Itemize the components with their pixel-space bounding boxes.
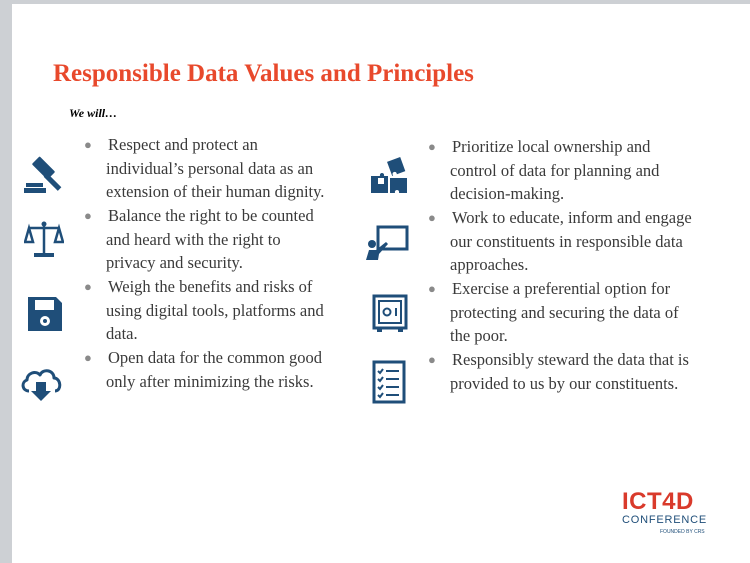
bullet-line: Weigh the benefits and risks of [108,277,313,296]
bullet-line: extension of their human dignity. [106,182,325,201]
bullet-line: using digital tools, platforms and [106,300,324,320]
bullet-line: Responsibly steward the data that is [452,350,689,369]
left-bullet [84,204,364,275]
bullet-line: data. [106,324,138,343]
bullet-line: decision-making. [450,184,565,203]
bullet-line: and heard with the right to [106,229,281,249]
scales-icon [24,220,64,260]
bullet-line: Open data for the common good [108,348,322,367]
checklist-icon [372,360,406,404]
right-bullet [428,348,728,395]
bullet-line: provided to us by our constituents. [450,373,679,393]
bullet-line: approaches. [450,255,529,274]
bullet-line: Work to educate, inform and engage [452,208,692,227]
bullet-dot: ● [428,281,436,296]
bullet-line: only after minimizing the risks. [106,371,314,391]
puzzle-icon [369,156,409,196]
left-bullet [84,275,364,346]
right-bullet [428,206,728,277]
bullet-dot: ● [428,352,436,367]
bullet-dot: ● [84,137,92,152]
right-bullet [428,277,728,348]
bullet-line: Exercise a preferential option for [452,279,671,298]
floppy-disk-icon [26,295,64,333]
slide-subtitle: We will… [69,106,118,120]
right-bullet [428,135,728,206]
ict4d-logo [622,490,722,546]
bullet-dot: ● [84,279,92,294]
slide-title: Responsible Data Values and Principles [53,60,474,87]
bullet-dot: ● [428,210,436,225]
bullet-line: protecting and securing the data of [450,302,679,322]
bullet-line: our constituents in responsible data [450,231,683,251]
bullet-dot: ● [428,139,436,154]
slide [12,4,750,563]
bullet-line: Balance the right to be counted [108,206,314,225]
safe-icon [372,294,408,334]
bullet-line: individual’s personal data as an [106,158,314,178]
left-bullet [84,133,364,204]
bullet-line: privacy and security. [106,253,243,272]
bullet-dot: ● [84,208,92,223]
bullet-line: control of data for planning and [450,160,660,180]
presentation-icon [364,224,410,264]
bullet-dot: ● [84,350,92,365]
bullet-line: Prioritize local ownership and [452,137,651,156]
gavel-icon [24,154,66,194]
logo-main-text: ICT4D [622,488,694,515]
left-bullet [84,346,364,393]
logo-founded-text: FOUNDED BY CRS [660,529,705,535]
bullet-line: the poor. [450,326,508,345]
logo-sub-text: CONFERENCE [622,514,708,526]
cloud-download-icon [18,364,64,402]
bullet-line: Respect and protect an [108,135,258,154]
